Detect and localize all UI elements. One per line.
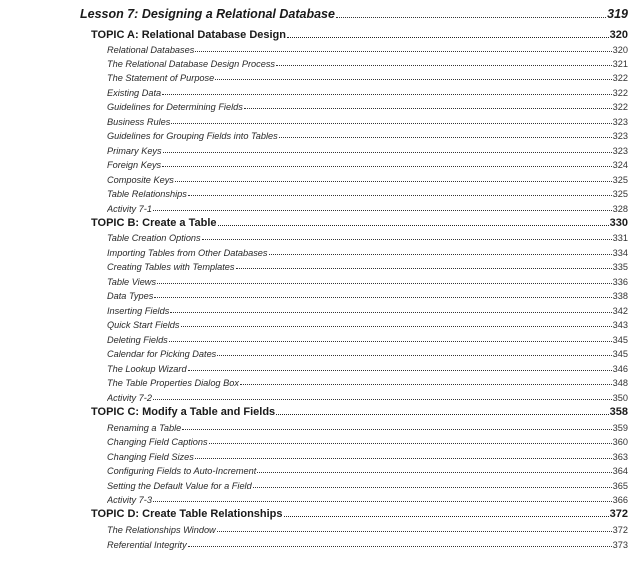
dot-leader [188,194,612,196]
topic-d-entry[interactable] [91,508,628,520]
lesson-page-number: 319 [607,7,628,21]
entry-title: The Lookup Wizard [107,364,187,374]
entry-page-number: 338 [612,291,628,301]
toc-entry[interactable] [107,364,628,374]
entry-title: The Relationships Window [107,525,216,535]
entry-page-number: 364 [612,466,628,476]
dot-leader [163,151,612,153]
entry-title: The Relational Database Design Process [107,59,276,69]
toc-entry[interactable] [107,393,628,403]
entry-page-number: 322 [612,88,628,98]
toc-entry[interactable] [107,277,628,287]
entry-title: Deleting Fields [107,335,168,345]
entry-page-number: 328 [612,204,628,214]
toc-entry[interactable] [107,481,628,491]
topic-page-number: 320 [609,29,628,41]
entry-page-number: 345 [612,349,628,359]
topic-title: TOPIC C: Modify a Table and Fields [91,406,276,418]
dot-leader [170,311,611,313]
dot-leader [336,16,606,18]
entry-title: Calendar for Picking Dates [107,349,217,359]
entry-title: Importing Tables from Other Databases [107,248,268,258]
toc-entry[interactable] [107,175,628,185]
dot-leader [153,209,612,211]
dot-leader [195,457,612,459]
dot-leader [202,238,612,240]
entry-page-number: 323 [612,146,628,156]
dot-leader [171,122,611,124]
entry-title: Table Creation Options [107,233,201,243]
toc-entry[interactable] [107,495,628,505]
topic-a-entry[interactable] [91,29,628,41]
entry-page-number: 322 [612,102,628,112]
dot-leader [240,383,612,385]
entry-page-number: 346 [612,364,628,374]
toc-entry[interactable] [107,189,628,199]
entry-title: Guidelines for Determining Fields [107,102,243,112]
toc-entry[interactable] [107,437,628,447]
dot-leader [195,50,611,52]
entry-title: Configuring Fields to Auto-Increment [107,466,257,476]
toc-entry[interactable] [107,262,628,272]
toc-entry[interactable] [107,378,628,388]
dot-leader [181,325,612,327]
dot-leader [244,107,612,109]
toc-entry[interactable] [107,525,628,535]
entry-title: Data Types [107,291,154,301]
dot-leader [287,36,609,38]
dot-leader [276,64,612,66]
entry-title: Quick Start Fields [107,320,180,330]
toc-entry[interactable] [107,466,628,476]
dot-leader [279,136,612,138]
dot-leader [236,267,612,269]
entry-page-number: 372 [612,525,628,535]
dot-leader [188,369,612,371]
entry-title: Table Relationships [107,189,187,199]
entry-page-number: 366 [612,495,628,505]
entry-title: Activity 7-3 [107,495,152,505]
entry-page-number: 345 [612,335,628,345]
entry-page-number: 331 [612,233,628,243]
dot-leader [253,486,612,488]
dot-leader [209,442,612,444]
entry-page-number: 323 [612,131,628,141]
dot-leader [154,296,611,298]
entry-page-number: 359 [612,423,628,433]
toc-entry[interactable] [107,102,628,112]
topic-page-number: 358 [609,406,628,418]
topic-page-number: 330 [609,217,628,229]
dot-leader [169,340,612,342]
dot-leader [217,530,612,532]
entry-title: The Table Properties Dialog Box [107,378,239,388]
entry-page-number: 363 [612,452,628,462]
topic-title: TOPIC D: Create Table Relationships [91,508,283,520]
entry-page-number: 348 [612,378,628,388]
entry-page-number: 322 [612,73,628,83]
entry-page-number: 342 [612,306,628,316]
entry-title: Table Views [107,277,157,287]
dot-leader [218,224,609,226]
toc-entry[interactable] [107,423,628,433]
toc-entry[interactable] [107,204,628,214]
toc-entry[interactable] [107,146,628,156]
entry-title: Activity 7-1 [107,204,152,214]
dot-leader [257,471,611,473]
entry-page-number: 365 [612,481,628,491]
entry-page-number: 336 [612,277,628,287]
entry-page-number: 320 [612,45,628,55]
entry-title: Primary Keys [107,146,162,156]
entry-page-number: 334 [612,248,628,258]
entry-page-number: 343 [612,320,628,330]
entry-page-number: 360 [612,437,628,447]
entry-title: Foreign Keys [107,160,162,170]
dot-leader [217,354,611,356]
dot-leader [188,545,612,547]
topic-title: TOPIC A: Relational Database Design [91,29,286,41]
entry-title: Guidelines for Grouping Fields into Tables [107,131,278,141]
entry-page-number: 325 [612,189,628,199]
dot-leader [276,413,608,415]
topic-b-entry[interactable] [91,217,628,229]
toc-entry[interactable] [107,291,628,301]
toc-entry[interactable] [107,131,628,141]
entry-title: Existing Data [107,88,162,98]
dot-leader [269,253,612,255]
entry-title: Business Rules [107,117,171,127]
toc-entry[interactable] [107,335,628,345]
entry-page-number: 321 [612,59,628,69]
dot-leader [175,180,612,182]
entry-page-number: 373 [612,540,628,550]
dot-leader [284,515,609,517]
toc-entry[interactable] [107,248,628,258]
entry-title: Creating Tables with Templates [107,262,235,272]
lesson-title: Lesson 7: Designing a Relational Database [80,7,335,21]
lesson-heading[interactable] [80,7,628,21]
entry-title: Inserting Fields [107,306,170,316]
entry-title: Activity 7-2 [107,393,152,403]
toc-entry[interactable] [107,306,628,316]
dot-leader [157,282,612,284]
toc-entry[interactable] [107,320,628,330]
entry-page-number: 325 [612,175,628,185]
entry-page-number: 324 [612,160,628,170]
toc-entry[interactable] [107,59,628,69]
entry-page-number: 350 [612,393,628,403]
entry-title: Changing Field Sizes [107,452,194,462]
topic-c-entry[interactable] [91,406,628,418]
entry-title: Composite Keys [107,175,174,185]
entry-title: Setting the Default Value for a Field [107,481,252,491]
topic-title: TOPIC B: Create a Table [91,217,217,229]
dot-leader [153,500,612,502]
toc-entry[interactable] [107,73,628,83]
toc-entry[interactable] [107,540,628,550]
dot-leader [162,165,612,167]
entry-page-number: 323 [612,117,628,127]
entry-title: Renaming a Table [107,423,182,433]
dot-leader [162,93,612,95]
toc-entry[interactable] [107,45,628,55]
toc-entry[interactable] [107,160,628,170]
dot-leader [215,78,611,80]
toc-entry[interactable] [107,233,628,243]
entry-title: The Statement of Purpose [107,73,215,83]
entry-page-number: 335 [612,262,628,272]
dot-leader [182,428,611,430]
toc-entry[interactable] [107,117,628,127]
entry-title: Changing Field Captions [107,437,208,447]
dot-leader [153,398,612,400]
toc-entry[interactable] [107,452,628,462]
entry-title: Referential Integrity [107,540,187,550]
topic-page-number: 372 [609,508,628,520]
toc-entry[interactable] [107,88,628,98]
entry-title: Relational Databases [107,45,195,55]
toc-entry[interactable] [107,349,628,359]
